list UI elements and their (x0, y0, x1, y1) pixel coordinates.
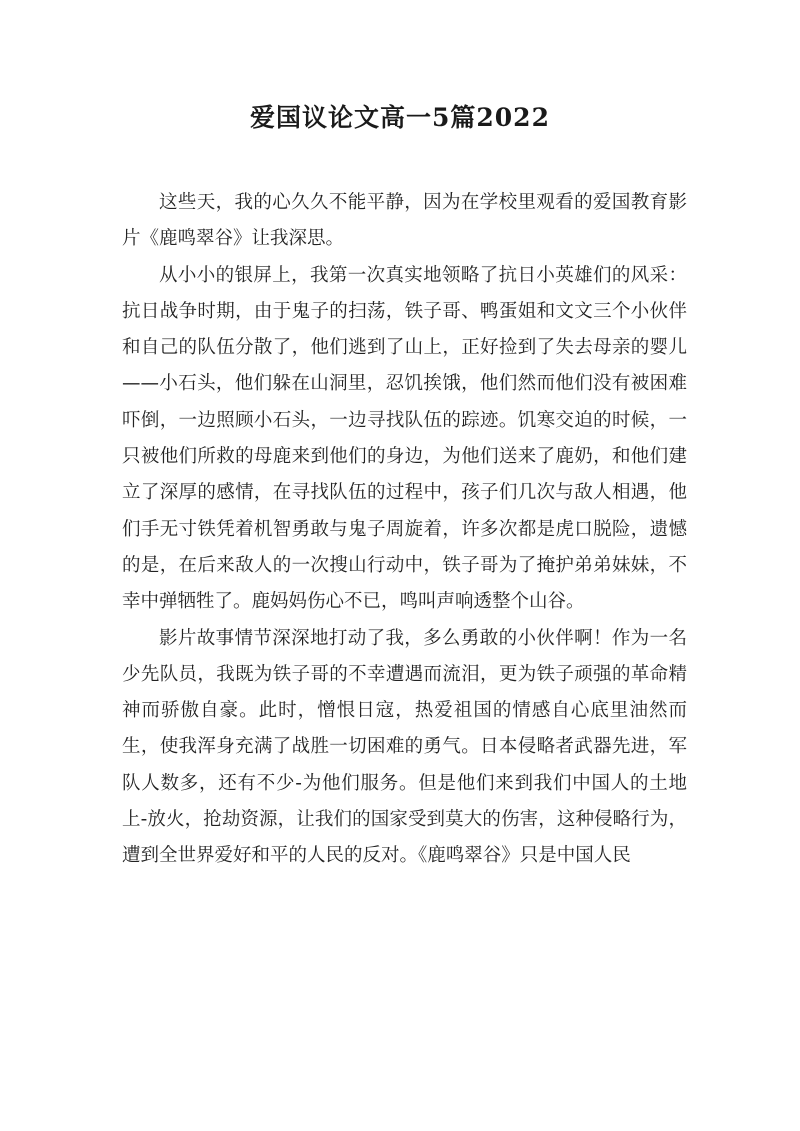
document-title: 爱国议论文高一5篇2022 (250, 103, 550, 132)
paragraph: 从小小的银屏上，我第一次真实地领略了抗日小英雄们的风采：抗日战争时期，由于鬼子的扫荡，铁子哥、鸭蛋姐和文文三个小伙伴和自己的队伍分散了，他们逃到了山上，正好捡到了失去母亲的婴儿——小石头，他们躲在山洞里，忍饥挨饿，他们然而他们没有被困难吓倒，一边照顾小石头，一边寻找队伍的踪迹。饥寒交迫的时候，一只被他们所救的母鹿来到他们的身边，为他们送来了鹿奶，和他们建立了深厚的感情，在寻找队伍的过程中，孩子们几次与敌人相遇，他们手无寸铁凭着机智勇敢与鬼子周旋着，许多次都是虎口脱险，遗憾的是，在后来敌人的一次搜山行动中，铁子哥为了掩护弟弟妹妹，不幸中弹牺牲了。鹿妈妈伤心不已，鸣叫声响透整个山谷。 (122, 264, 687, 613)
paragraph: 这些天，我的心久久不能平静，因为在学校里观看的爱国教育影片《鹿鸣翠谷》让我深思。 (122, 192, 687, 250)
paragraph: 影片故事情节深深地打动了我，多么勇敢的小伙伴啊！作为一名少先队员，我既为铁子哥的不幸遭遇而流泪，更为铁子顽强的革命精神而骄傲自豪。此时，憎恨日寇，热爱祖国的情感自心底里油然而生，使我浑身充满了战胜一切困难的勇气。日本侵略者武器先进，军队人数多，还有不少-为他们服务。但是他们来到我们中国人的土地上-放火，抢劫资源，让我们的国家受到莫大的伤害，这种侵略行为，遭到全世界爱好和平的人民的反对。《鹿鸣翠谷》只是中国人民 (122, 627, 687, 867)
document-body (122, 185, 687, 875)
